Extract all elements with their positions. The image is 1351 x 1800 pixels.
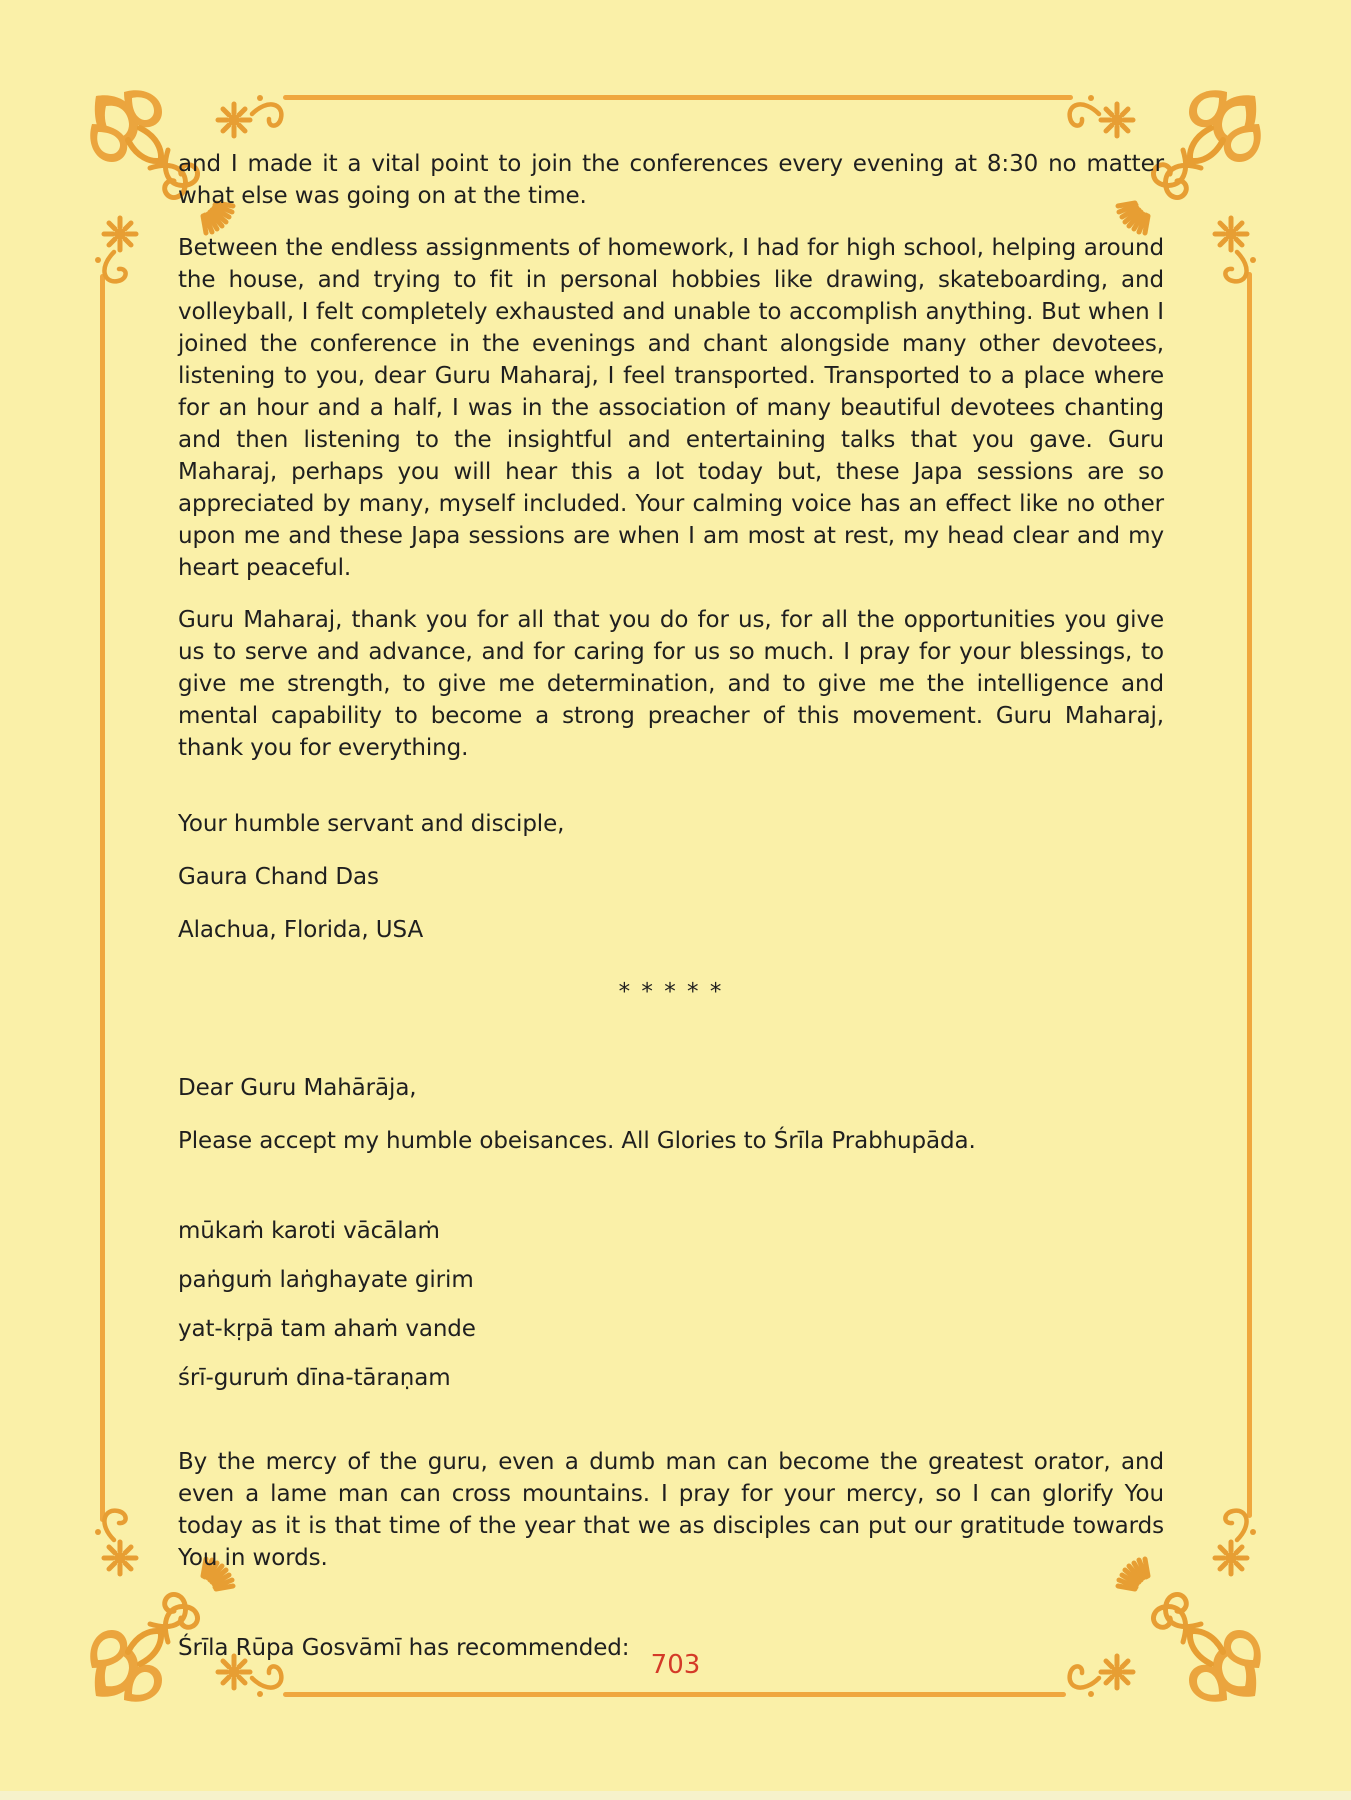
- frame-left-line: [100, 274, 105, 1522]
- letter-obeisances: Please accept my humble obeisances. All Glories to Śrīla Prabhupāda.: [178, 1128, 976, 1154]
- letter-location: Alachua, Florida, USA: [178, 917, 424, 943]
- verse-translation: By the mercy of the guru, even a dumb man can become the greatest orator, and even a lame man can cross mountains. I pray for your mercy, so I can glorify You today as it is that time of the year that we as disciples can put our gratitude towards You in words.: [178, 1449, 1164, 1571]
- sanskrit-verse-line: yat-kṛpā tam ahaṁ vande: [178, 1316, 476, 1342]
- asterisk-separator: * * * * *: [618, 979, 724, 1005]
- letter-salutation: Dear Guru Mahārāja,: [178, 1075, 417, 1101]
- frame-right-line: [1247, 272, 1252, 1518]
- letter-paragraph: Guru Maharaj, thank you for all that you do for us, for all the opportunities you give us to serve and advance, and for caring for us so much. I pray for your blessings, to give me strength, to give me determination, and to give me the intelligence and mental capability to become a strong preacher of this movement. Guru Maharaj, thank you for everything.: [178, 607, 1164, 761]
- letter-signature: Gaura Chand Das: [178, 864, 379, 890]
- page-bottom-edge: [0, 1791, 1351, 1800]
- recommendation-intro: Śrīla Rūpa Gosvāmī has recommended:: [178, 1635, 630, 1661]
- letter-paragraph: Between the endless assignments of homework, I had for high school, helping around the house, and trying to fit in personal hobbies like drawing, skateboarding, and volleyball, I felt completely exhausted and unable to accomplish anything. But when I joined the conference in the evenings and chant alongside many other devotees, listening to you, dear Guru Maharaj, I feel transported. Transported to a place where for an hour and a half, I was in the association of many beautiful devotees chanting and then listening to the insightful and entertaining talks that you gave. Guru Maharaj, perhaps you will hear this a lot today but, these Japa sessions are so appreciated by many, myself included. Your calming voice has an effect like no other upon me and these Japa sessions are when I am most at rest, my head clear and my heart peaceful.: [178, 235, 1164, 581]
- sanskrit-verse-line: śrī-guruṁ dīna-tāraṇam: [178, 1365, 451, 1391]
- sanskrit-verse-line: paṅguṁ laṅghayate girim: [178, 1267, 474, 1293]
- frame-top-line: [283, 95, 1073, 100]
- frame-bottom-line: [283, 1692, 1066, 1697]
- letter-paragraph: and I made it a vital point to join the conferences every evening at 8:30 no matter what else was going on at the time.: [178, 151, 1164, 209]
- letter-text-block: [178, 148, 1164, 1664]
- letter-closing: Your humble servant and disciple,: [178, 811, 565, 837]
- page-number: 703: [650, 1650, 701, 1680]
- sanskrit-verse-line: mūkaṁ karoti vācālaṁ: [178, 1218, 440, 1244]
